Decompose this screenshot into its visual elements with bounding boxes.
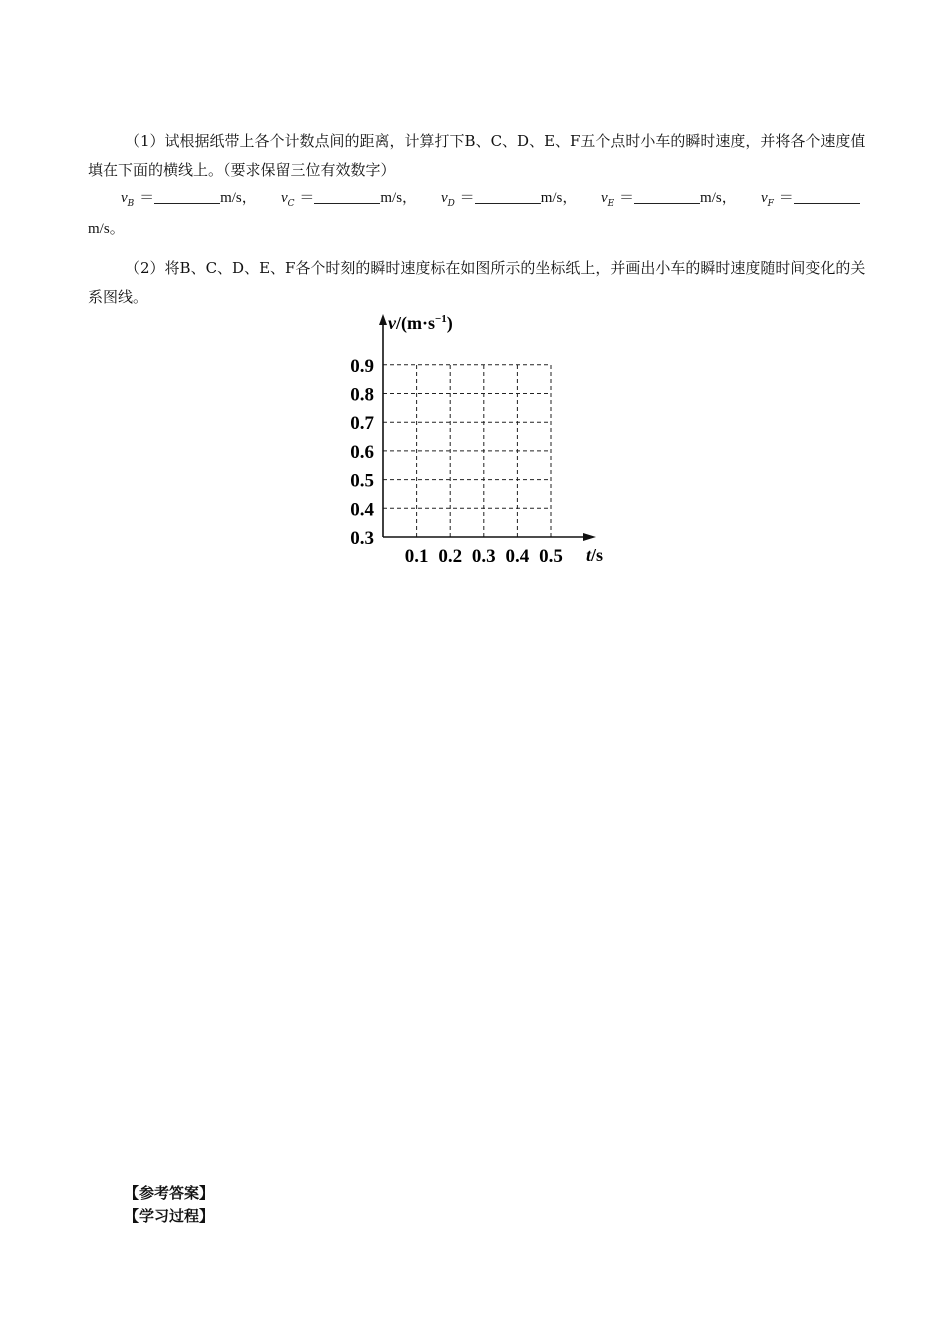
x-tick-label: 0.4 — [505, 546, 530, 567]
y-tick-label: 0.4 — [350, 499, 374, 521]
answer-blank-f[interactable] — [794, 189, 860, 204]
velocity-field-c[interactable]: $v_C = m/s$， — [281, 188, 418, 209]
x-tick-label: 0.2 — [438, 546, 463, 567]
answer-blank-b[interactable] — [154, 189, 220, 204]
y-axis-arrow — [379, 314, 387, 325]
x-tick-label: 0.3 — [471, 546, 496, 567]
chart-axes — [379, 314, 596, 541]
y-tick-label: 0.6 — [350, 441, 374, 463]
answer-blank-d[interactable] — [475, 189, 541, 204]
x-axis-label: t/s — [586, 545, 604, 565]
velocity-field-f-unit: m/s。 — [88, 219, 125, 237]
x-axis-arrow — [583, 533, 596, 541]
y-axis-label: $v/(m\cdot s^{-1})$ — [388, 313, 453, 333]
y-tick-label: 0.7 — [350, 413, 374, 435]
question-1-text: （1）试根据纸带上各个计数点间的距离，计算打下B、C、D、E、F五个点时小车的瞬时速度，并将各个速度值填在下面的横线上。（要求保留三位有效数字） — [88, 132, 866, 179]
y-tick-label: 0.3 — [350, 528, 374, 549]
velocity-field-b[interactable]: $v_B = m/s$， — [121, 188, 257, 209]
velocity-time-chart — [330, 305, 620, 575]
y-tick-labels — [350, 356, 374, 549]
velocity-field-f[interactable]: $v_F$ ＝ — [761, 186, 860, 209]
y-tick-label: 0.5 — [350, 470, 374, 492]
answer-blank-e[interactable] — [634, 189, 700, 204]
reference-answer-heading: 【参考答案】 — [124, 1184, 215, 1202]
chart-grid — [383, 365, 551, 537]
answer-blank-c[interactable] — [314, 189, 380, 204]
question-2-text: （2）将B、C、D、E、F各个时刻的瞬时速度标在如图所示的坐标纸上，并画出小车的瞬时速度随时间变化的关系图线。 — [88, 259, 866, 306]
velocity-field-e[interactable]: $v_E = m/s$， — [601, 188, 737, 209]
y-tick-label: 0.9 — [350, 355, 374, 377]
x-tick-label: 0.1 — [404, 546, 429, 567]
x-tick-labels — [405, 546, 563, 567]
velocity-field-d[interactable]: $v_D = m/s$， — [441, 188, 578, 209]
x-tick-label: 0.5 — [539, 546, 563, 567]
y-tick-label: 0.8 — [350, 384, 374, 406]
learning-process-heading: 【学习过程】 — [124, 1207, 215, 1225]
